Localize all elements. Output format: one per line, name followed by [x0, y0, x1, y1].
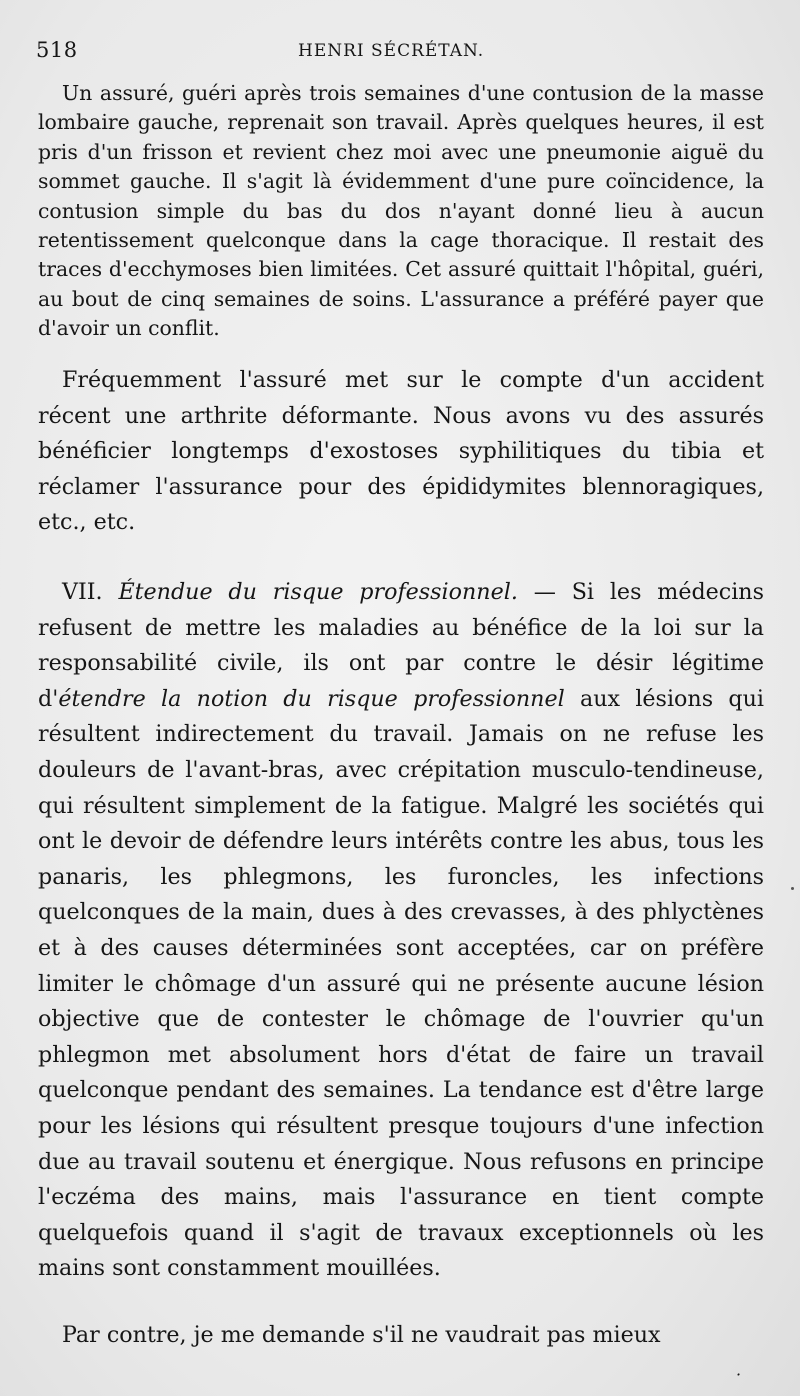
- printer-mark: ·: [736, 1365, 742, 1384]
- paragraph-insured-contusion: Un assuré, guéri après trois semaines d'une contusion de la masse lombaire gauche, reprenait son travail. Après quelques heures, il est pris d'un frisson et revient chez moi avec une pneumonie aiguë du sommet gauche. Il s'agit là évidemment d'une pure coïncidence, la contusion simple du bas du dos n'ayant donné lieu à aucun retentissement quelconque dans la cage thoracique. Il restait des traces d'ecchymoses bien limitées. Cet assuré quittait l'hôpital, guéri, au bout de cinq semaines de soins. L'assurance a préféré payer que d'avoir un conflit.: [38, 81, 764, 341]
- page-number: 518: [36, 38, 78, 62]
- margin-dot: [791, 887, 794, 890]
- section-number: VII.: [62, 579, 103, 605]
- running-head: HENRI SÉCRÉTAN.: [298, 41, 485, 61]
- section-text-part-b: aux lésions qui résultent indirectement du travail. Jamais on ne refuse les douleurs de l'avant-bras, avec crépitation musculo-tendineuse, qui résultent simplement de la fatigue. Malgré les sociétés qui ont le devoir de défendre leurs intérêts contre les abus, tous les panaris, les phlegmons, les furoncles, les infections quelconques de la main, dues à des crevasses, à des phlyctènes et à des causes déterminées sont acceptées, car on préfère limiter le chômage d'un assuré qui ne présente aucune lésion objective que de contester le chômage de l'ouvrier qu'un phlegmon met absolument hors d'état de faire un travail quelconque pendant des semaines. La tendance est d'être large pour les lésions qui résultent presque toujours d'une infection due au travail soutenu et énergique. Nous refusons en principe l'eczéma des mains, mais l'assurance en tient compte quelquefois quand il s'agit de travaux exceptionnels où les mains sont constamment mouillées.: [38, 685, 764, 1282]
- page-header: [36, 38, 766, 68]
- section-text-part-a: — Si les médecins refusent de mettre les maladies au bénéfice de la loi sur la responsabilité civile, ils ont par contre le désir légitime d': [38, 579, 764, 712]
- section-emphasis: étendre la notion du risque professionnel: [58, 685, 565, 712]
- paragraph-arthritis-claims: Fréquemment l'assuré met sur le compte d'un accident récent une arthrite déformante. Nous avons vu des assurés bénéficier longtemps d'exostoses syphilitiques du tibia et réclamer l'assurance pour des épididymites blennoragiques, etc., etc.: [38, 367, 764, 536]
- paragraph-section-vii: [38, 575, 764, 1287]
- section-title: Étendue du risque professionnel.: [118, 579, 518, 605]
- paragraph-continuation: Par contre, je me demande s'il ne vaudrait pas mieux: [62, 1322, 661, 1348]
